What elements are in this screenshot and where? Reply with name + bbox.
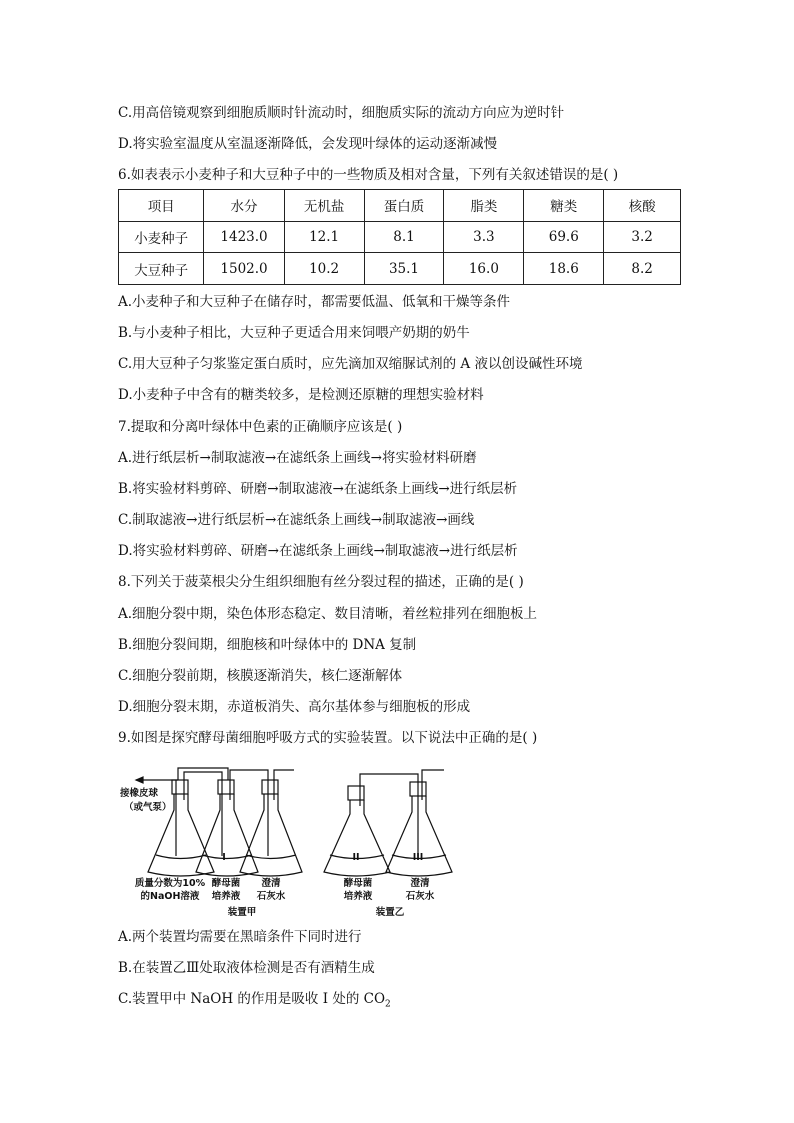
flask-roman-label: III	[412, 852, 424, 863]
option-9b: B.在装置乙Ⅲ处取液体检测是否有酒精生成	[118, 960, 375, 976]
table-header-cell: 糖类	[524, 190, 604, 222]
flask-label-line1: 澄清	[410, 878, 430, 889]
pump-label-line1: 接橡皮球	[120, 788, 159, 799]
table-row	[119, 253, 681, 285]
table-cell: 18.6	[524, 253, 604, 285]
pump-label-line2: （或气泵）	[124, 802, 172, 813]
flask-yeast-1	[196, 780, 258, 876]
flask-yeast-2	[324, 774, 418, 876]
table-cell: 1502.0	[204, 253, 284, 285]
option-6d: D.小麦种子中含有的糖类较多，是检测还原糖的理想实验材料	[118, 387, 484, 403]
table-header-cell: 蛋白质	[364, 190, 444, 222]
option-8d: D.细胞分裂末期，赤道板消失、高尔基体参与细胞板的形成	[118, 699, 471, 715]
device-jia-label: 装置甲	[227, 907, 257, 918]
table-cell: 8.1	[364, 221, 444, 253]
option-9c	[118, 990, 391, 1014]
table-header-cell: 脂类	[444, 190, 524, 222]
flask-label-line1: 质量分数为10%	[134, 878, 206, 889]
flask-label-line1: 酵母菌	[211, 878, 241, 889]
question-6: 6.如表表示小麦种子和大豆种子中的一些物质及相对含量，下列有关叙述错误的是( )	[118, 167, 619, 183]
question-7: 7.提取和分离叶绿体中色素的正确顺序应该是( )	[118, 419, 403, 435]
device-yi-label: 装置乙	[375, 907, 405, 918]
option-9a: A.两个装置均需要在黑暗条件下同时进行	[118, 929, 362, 945]
yeast-respiration-apparatus-figure	[118, 760, 468, 920]
option-8c: C.细胞分裂前期，核膜逐渐消失，核仁逐渐解体	[118, 668, 403, 684]
option-7d: D.将实验材料剪碎、研磨→在滤纸条上画线→制取滤液→进行纸层析	[118, 543, 518, 559]
flask-label-line2: 培养液	[343, 891, 373, 902]
table-cell: 69.6	[524, 221, 604, 253]
flask-label-line2: 石灰水	[256, 891, 286, 902]
seed-content-table	[118, 189, 681, 285]
flask-limewater-1	[240, 770, 302, 876]
flask-label-line1: 澄清	[261, 878, 281, 889]
table-header-row	[119, 190, 681, 222]
flask-label-line2: 的NaOH溶液	[140, 891, 200, 902]
option-6c: C.用大豆种子匀浆鉴定蛋白质时，应先滴加双缩脲试剂的 A 液以创设碱性环境	[118, 356, 583, 372]
table-cell: 3.3	[444, 221, 524, 253]
table-cell: 35.1	[364, 253, 444, 285]
table-cell: 8.2	[604, 253, 681, 285]
arrow-icon	[136, 777, 143, 783]
option-8a: A.细胞分裂中期，染色体形态稳定、数目清晰，着丝粒排列在细胞板上	[118, 606, 538, 622]
option-5c: C.用高倍镜观察到细胞质顺时针流动时，细胞质实际的流动方向应为逆时针	[118, 105, 565, 121]
flask-roman-label: I	[222, 852, 226, 863]
question-9: 9.如图是探究酵母菌细胞呼吸方式的实验装置。以下说法中正确的是( )	[118, 730, 538, 746]
table-header-cell: 核酸	[604, 190, 681, 222]
option-6b: B.与小麦种子相比，大豆种子更适合用来饲喂产奶期的奶牛	[118, 325, 470, 341]
table-row	[119, 221, 681, 253]
option-9c-subscript: 2	[385, 999, 391, 1010]
table-cell: 3.2	[604, 221, 681, 253]
connecting-tube	[184, 772, 222, 780]
connecting-tube	[230, 770, 268, 780]
option-7c: C.制取滤液→进行纸层析→在滤纸条上画线→制取滤液→画线	[118, 512, 475, 528]
flask-label-line2: 培养液	[211, 891, 241, 902]
apparatus-diagram	[118, 760, 468, 920]
option-7a: A.进行纸层析→制取滤液→在滤纸条上画线→将实验材料研磨	[118, 450, 477, 466]
table-cell: 大豆种子	[119, 253, 204, 285]
flask-label-line2: 石灰水	[405, 891, 435, 902]
table-cell: 小麦种子	[119, 221, 204, 253]
option-5d: D.将实验室温度从室温逐渐降低，会发现叶绿体的运动逐渐减慢	[118, 136, 498, 152]
connecting-tube	[178, 768, 228, 780]
table-header-cell: 水分	[204, 190, 284, 222]
option-8b: B.细胞分裂间期，细胞核和叶绿体中的 DNA 复制	[118, 637, 417, 653]
table-cell: 1423.0	[204, 221, 284, 253]
option-9c-text: C.装置甲中 NaOH 的作用是吸收 I 处的 CO	[118, 991, 386, 1007]
question-8: 8.下列关于菠菜根尖分生组织细胞有丝分裂过程的描述，正确的是( )	[118, 574, 524, 590]
table-cell: 10.2	[284, 253, 364, 285]
option-7b: B.将实验材料剪碎、研磨→制取滤液→在滤纸条上画线→进行纸层析	[118, 481, 518, 497]
flask-label-line1: 酵母菌	[343, 878, 373, 889]
option-6a: A.小麦种子和大豆种子在储存时，都需要低温、低氧和干燥等条件	[118, 294, 511, 310]
flask-roman-label: II	[352, 852, 360, 863]
table-header-cell: 项目	[119, 190, 204, 222]
table-cell: 12.1	[284, 221, 364, 253]
table-header-cell: 无机盐	[284, 190, 364, 222]
table-cell: 16.0	[444, 253, 524, 285]
